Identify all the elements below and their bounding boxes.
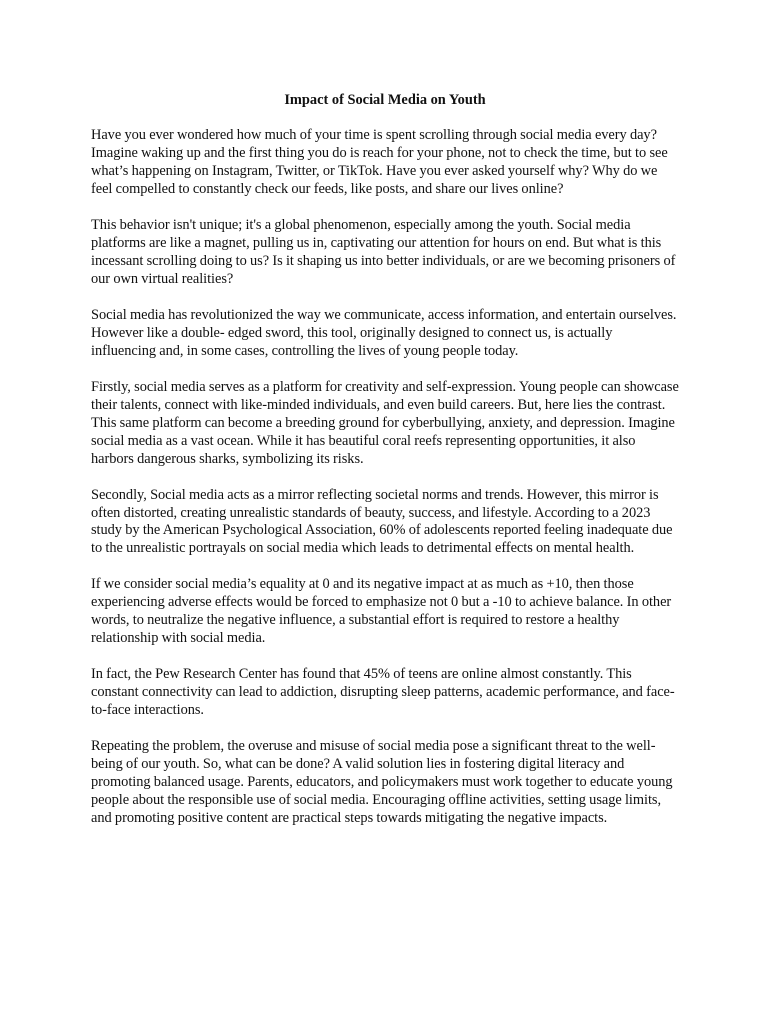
paragraph-1: Have you ever wondered how much of your time is spent scrolling through social media every day? Imagine waking up and the first thing you do is reach for your phone, not to check the time, but to see what’s happening on Instagram, Twitter, or TikTok. Have you ever asked yourself why? Why do we feel compelled to constantly check our feeds, like posts, and share our lives online? xyxy=(91,127,668,198)
paragraph-8: Repeating the problem, the overuse and misuse of social media pose a significant threat to the well-being of our youth. So, what can be done? A valid solution lies in fostering digital literacy and promoting balanced usage. Parents, educators, and policymakers must work together to educate young people about the responsible use of social media. Encouraging offline activities, setting usage limits, and promoting positive content are practical steps towards mitigating the negative impacts. xyxy=(91,738,673,826)
paragraph-4: Firstly, social media serves as a platform for creativity and self-expression. Young people can showcase their talents, connect with like-minded individuals, and even build careers. But, here lies the contrast. This same platform can become a breeding ground for cyberbullying, anxiety, and depression. Imagine social media as a vast ocean. While it has beautiful coral reefs representing opportunities, it also harbors dangerous sharks, symbolizing its risks. xyxy=(91,378,679,467)
document-title: Impact of Social Media on Youth xyxy=(284,92,486,108)
paragraph-3: Social media has revolutionized the way we communicate, access information, and entertain ourselves. However like a double- edged sword, this tool, originally designed to connect us, is actually influencing and, in some cases, controlling the lives of young people today. xyxy=(91,307,677,359)
paragraph-6: If we consider social media’s equality at 0 and its negative impact at as much as +10, then those experiencing adverse effects would be forced to emphasize not 0 but a -10 to achieve balance. In other words, to neutralize the negative influence, a substantial effort is required to restore a healthy relationship with social media. xyxy=(91,576,672,647)
paragraph-2: This behavior isn't unique; it's a global phenomenon, especially among the youth. Social media platforms are like a magnet, pulling us in, captivating our attention for hours on end. But what is this incessant scrolling doing to us? Is it shaping us into better individuals, or are we becoming prisoners of our own virtual realities? xyxy=(91,217,676,287)
paragraph-7: In fact, the Pew Research Center has found that 45% of teens are online almost constantly. This constant connectivity can lead to addiction, disrupting sleep patterns, academic performance, and face-to-face interactions. xyxy=(91,666,675,719)
paragraph-5: Secondly, Social media acts as a mirror reflecting societal norms and trends. However, this mirror is often distorted, creating unrealistic standards of beauty, success, and lifestyle. According to a 2023 study by the American Psychological Association, 60% of adolescents reported feeling inadequate due to the unrealistic portrayals on social media which leads to detrimental effects on mental health. xyxy=(91,486,673,557)
document-body xyxy=(91,92,679,846)
